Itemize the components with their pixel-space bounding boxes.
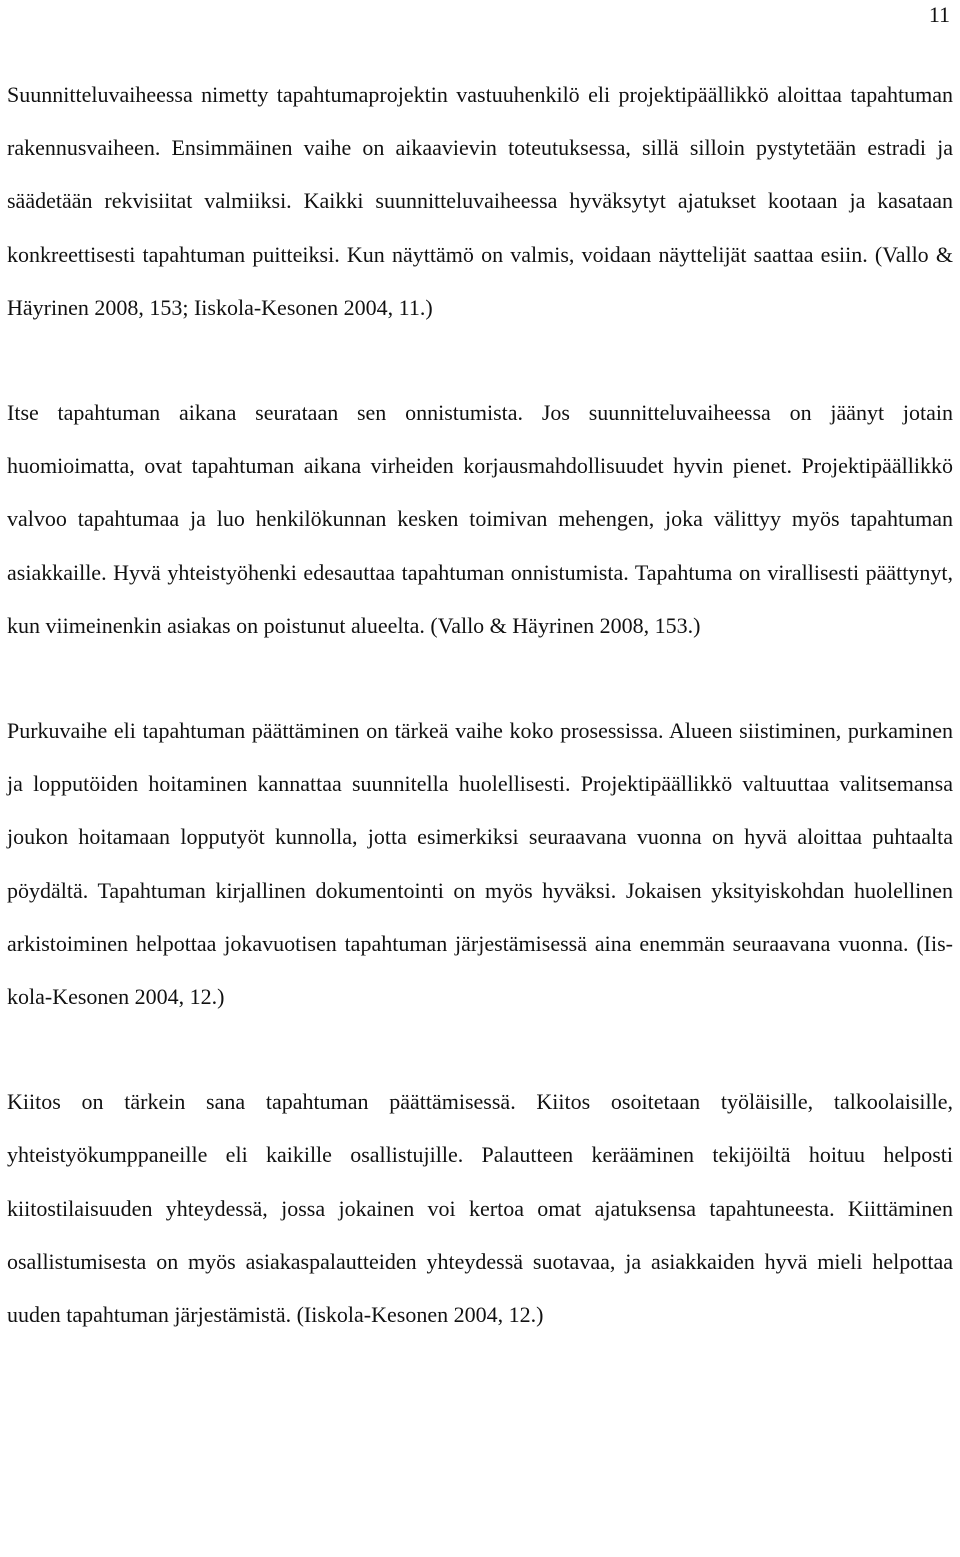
paragraph-teardown-phase: Purkuvaihe eli tapahtuman päättäminen on tärkeä vaihe koko prosessissa. Alueen siistiminen, purkaminen ja lopputöiden hoitaminen kannattaa suunnitella huolellisesti. Projektipäällikkö valtuuttaa valitsemansa joukon hoitamaan lopputyöt kunnolla, jotta esimerkiksi seuraavana vuonna on hyvä aloittaa puhtaalta pöydältä. Tapahtuman kirjallinen dokumentointi on myös hyväksi. Jokaisen yksityiskohdan huolellinen arkistoiminen helpottaa jokavuotisen tapahtuman järjestämisessä aina enemmän seuraavana vuonna. (Iiskola-Kesonen 2004, 12.) (7, 718, 953, 1010)
paragraph-event-phase: Itse tapahtuman aikana seurataan sen onnistumista. Jos suunnitteluvaiheessa on jäänyt jotain huomioimatta, ovat tapahtuman aikana virheiden korjausmahdollisuudet hyvin pienet. Projektipäällikkö valvoo tapahtumaa ja luo henkilökunnan kesken toimivan mehengen, joka välittyy myös tapahtuman asiakkaille. Hyvä yhteistyöhenki edesauttaa tapahtuman onnistumista. Tapahtuma on virallisesti päättynyt, kun viimeinenkin asiakas on poistunut alueelta. (Vallo & Häyrinen 2008, 153.) (7, 400, 953, 638)
paragraph-thanks: Kiitos on tärkein sana tapahtuman päättämisessä. Kiitos osoitetaan työläisille, talkoolaisille, yhteistyökumppaneille eli kaikille osallistujille. Palautteen kerääminen tekijöiltä hoituu helposti kiitostilaisuuden yhteydessä, jossa jokainen voi kertoa omat ajatuksensa tapahtuneesta. Kiittäminen osallistumisesta on myös asiakaspalautteiden yhteydessä suotavaa, ja asiakkaiden hyvä mieli helpottaa uuden tapahtuman järjestämistä. (Iiskola-Kesonen 2004, 12.) (7, 1089, 953, 1328)
paragraph-construction-phase: Suunnitteluvaiheessa nimetty tapahtumaprojektin vastuuhenkilö eli projektipäällikkö aloittaa tapahtuman rakennusvaiheen. Ensimmäinen vaihe on aikaavievin toteutuksessa, sillä silloin pystytetään estradi ja säädetään rekvisiitat valmiiksi. Kaikki suunnitteluvaiheessa hyväksytyt ajatukset kootaan ja kasataan konkreettisesti tapahtuman puitteiksi. Kun näyttämö on valmis, voidaan näyttelijät saattaa esiin. (Vallo & Häyrinen 2008, 153; Iiskola-Kesonen 2004, 11.) (7, 82, 953, 320)
page-number: 11 (928, 2, 950, 27)
document-body (7, 68, 953, 1341)
